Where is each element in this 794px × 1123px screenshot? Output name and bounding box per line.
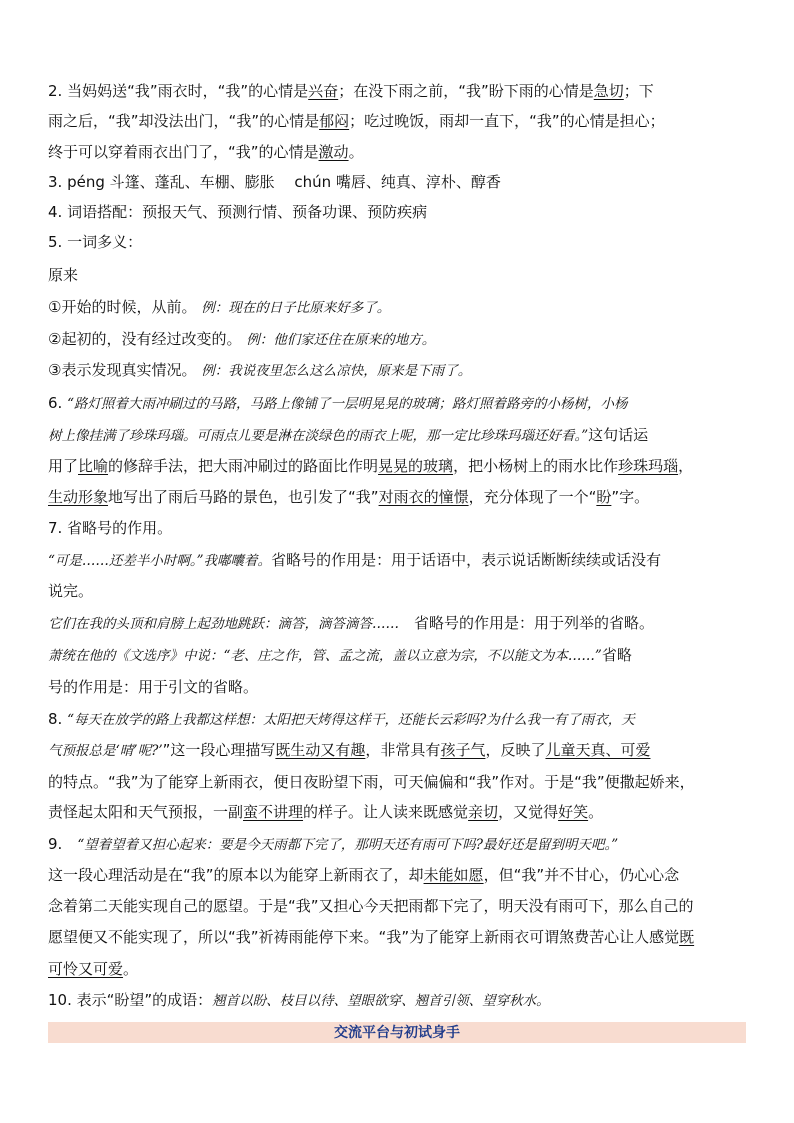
item-9-line-3: 念着第二天能实现自己的愿望。于是“我”又担心今天把雨都下完了，明天没有雨可下，那么自己的 (48, 897, 694, 915)
item-8-line-4: 责怪起太阳和天气预报，一副蛮不讲理的样子。让人读来既感觉亲切，又觉得好笑。 (48, 803, 604, 821)
item-7-line-3: 它们在我的头顶和肩膀上起劲地跳跃：滴答，滴答滴答…… 省略号的作用是：用于列举的省略。 (48, 614, 655, 632)
item-8-line-1: 8. “每天在放学的路上我都这样想：太阳把天烤得这样干，还能长云彩吗?为什么我一有了雨衣，天 (48, 710, 635, 728)
item-2-line-3: 终于可以穿着雨衣出门了，“我”的心情是激动。 (48, 143, 364, 161)
item-9-line-1: 9. “望着望着又担心起来：要是今天雨都下完了，那明天还有雨可下吗?最好还是留到明天吧。” (48, 835, 619, 853)
item-5-meaning-2: ②起初的，没有经过改变的。 例：他们家还住在原来的地方。 (48, 330, 436, 348)
item-7-line-4: 萧统在他的《文选序》中说：“老、庄之作，管、孟之流，盖以立意为宗，不以能文为本……”省略 (48, 646, 632, 664)
item-6-line-4: 生动形象地写出了雨后马路的景色，也引发了“我”对雨衣的憧憬，充分体现了一个“盼”字。 (48, 488, 650, 506)
answer-excited: 兴奋 (308, 82, 339, 100)
item-7-line-1: “可是……还差半小时啊。”我嘟囔着。省略号的作用是：用于话语中，表示说话断断续续或话没有 (48, 551, 662, 569)
item-2-line-2: 雨之后，“我”却没法出门，“我”的心情是郁闷；吃过晚饭，雨却一直下，“我”的心情是担心； (48, 112, 665, 130)
item-5-title: 5. 一词多义： (48, 233, 143, 251)
item-8-line-3: 的特点。“我”为了能穿上新雨衣，便日夜盼望下雨，可天偏偏和“我”作对。于是“我”便撒起娇来， (48, 773, 695, 791)
answer-eager: 急切 (593, 82, 624, 100)
item-6-line-1: 6. “路灯照着大雨冲刷过的马路，马路上像铺了一层明晃晃的玻璃；路灯照着路旁的小杨树，小杨 (48, 394, 628, 412)
item-4-word-collocation: 4. 词语搭配：预报天气、预测行情、预备功课、预防疾病 (48, 203, 428, 221)
item-2-line-1: 2. 当妈妈送“我”雨衣时，“我”的心情是兴奋；在没下雨之前，“我”盼下雨的心情是急切；下 (48, 82, 654, 100)
item-5-word: 原来 (48, 266, 79, 284)
item-7-line-5: 号的作用是：用于引文的省略。 (48, 678, 259, 696)
section-banner (48, 1022, 746, 1043)
item-6-line-3: 用了比喻的修辞手法，把大雨冲刷过的路面比作明晃晃的玻璃，把小杨树上的雨水比作珍珠玛瑙， (48, 457, 694, 475)
item-8-line-2: 气预报总是‘晴’呢?’”这一段心理描写既生动又有趣，非常具有孩子气，反映了儿童天真、可爱 (48, 741, 651, 759)
item-5-meaning-3: ③表示发现真实情况。 例：我说夜里怎么这么凉快，原来是下雨了。 (48, 361, 472, 379)
answer-thrilled: 激动 (318, 143, 349, 161)
item-5-meaning-1: ①开始的时候，从前。 例：现在的日子比原来好多了。 (48, 298, 391, 316)
item-10-idioms: 10. 表示“盼望”的成语：翘首以盼、枝目以待、望眼欲穿、翘首引领、望穿秋水。 (48, 991, 550, 1009)
item-6-line-2: 树上像挂满了珍珠玛瑙。可雨点儿要是淋在淡绿色的雨衣上呢，那一定比珍珠玛瑙还好看。”这句话运 (48, 426, 649, 444)
item-7-line-2: 说完。 (48, 582, 94, 600)
item-7-title: 7. 省略号的作用。 (48, 519, 173, 537)
item-3-pinyin-words: 3. péng 斗篷、蓬乱、车棚、膨胀 chún 嘴唇、纯真、淳朴、醇香 (48, 173, 501, 191)
answer-gloomy: 郁闷 (319, 112, 350, 130)
item-9-line-5: 可怜又可爱。 (48, 960, 139, 978)
item-9-line-4: 愿望便又不能实现了，所以“我”祈祷雨能停下来。“我”为了能穿上新雨衣可谓煞费苦心让人感觉既 (48, 928, 695, 946)
section-banner-title: 交流平台与初试身手 (334, 1025, 460, 1041)
item-9-line-2: 这一段心理活动是在“我”的原本以为能穿上新雨衣了，却未能如愿，但“我”并不甘心，仍心心念 (48, 866, 680, 884)
